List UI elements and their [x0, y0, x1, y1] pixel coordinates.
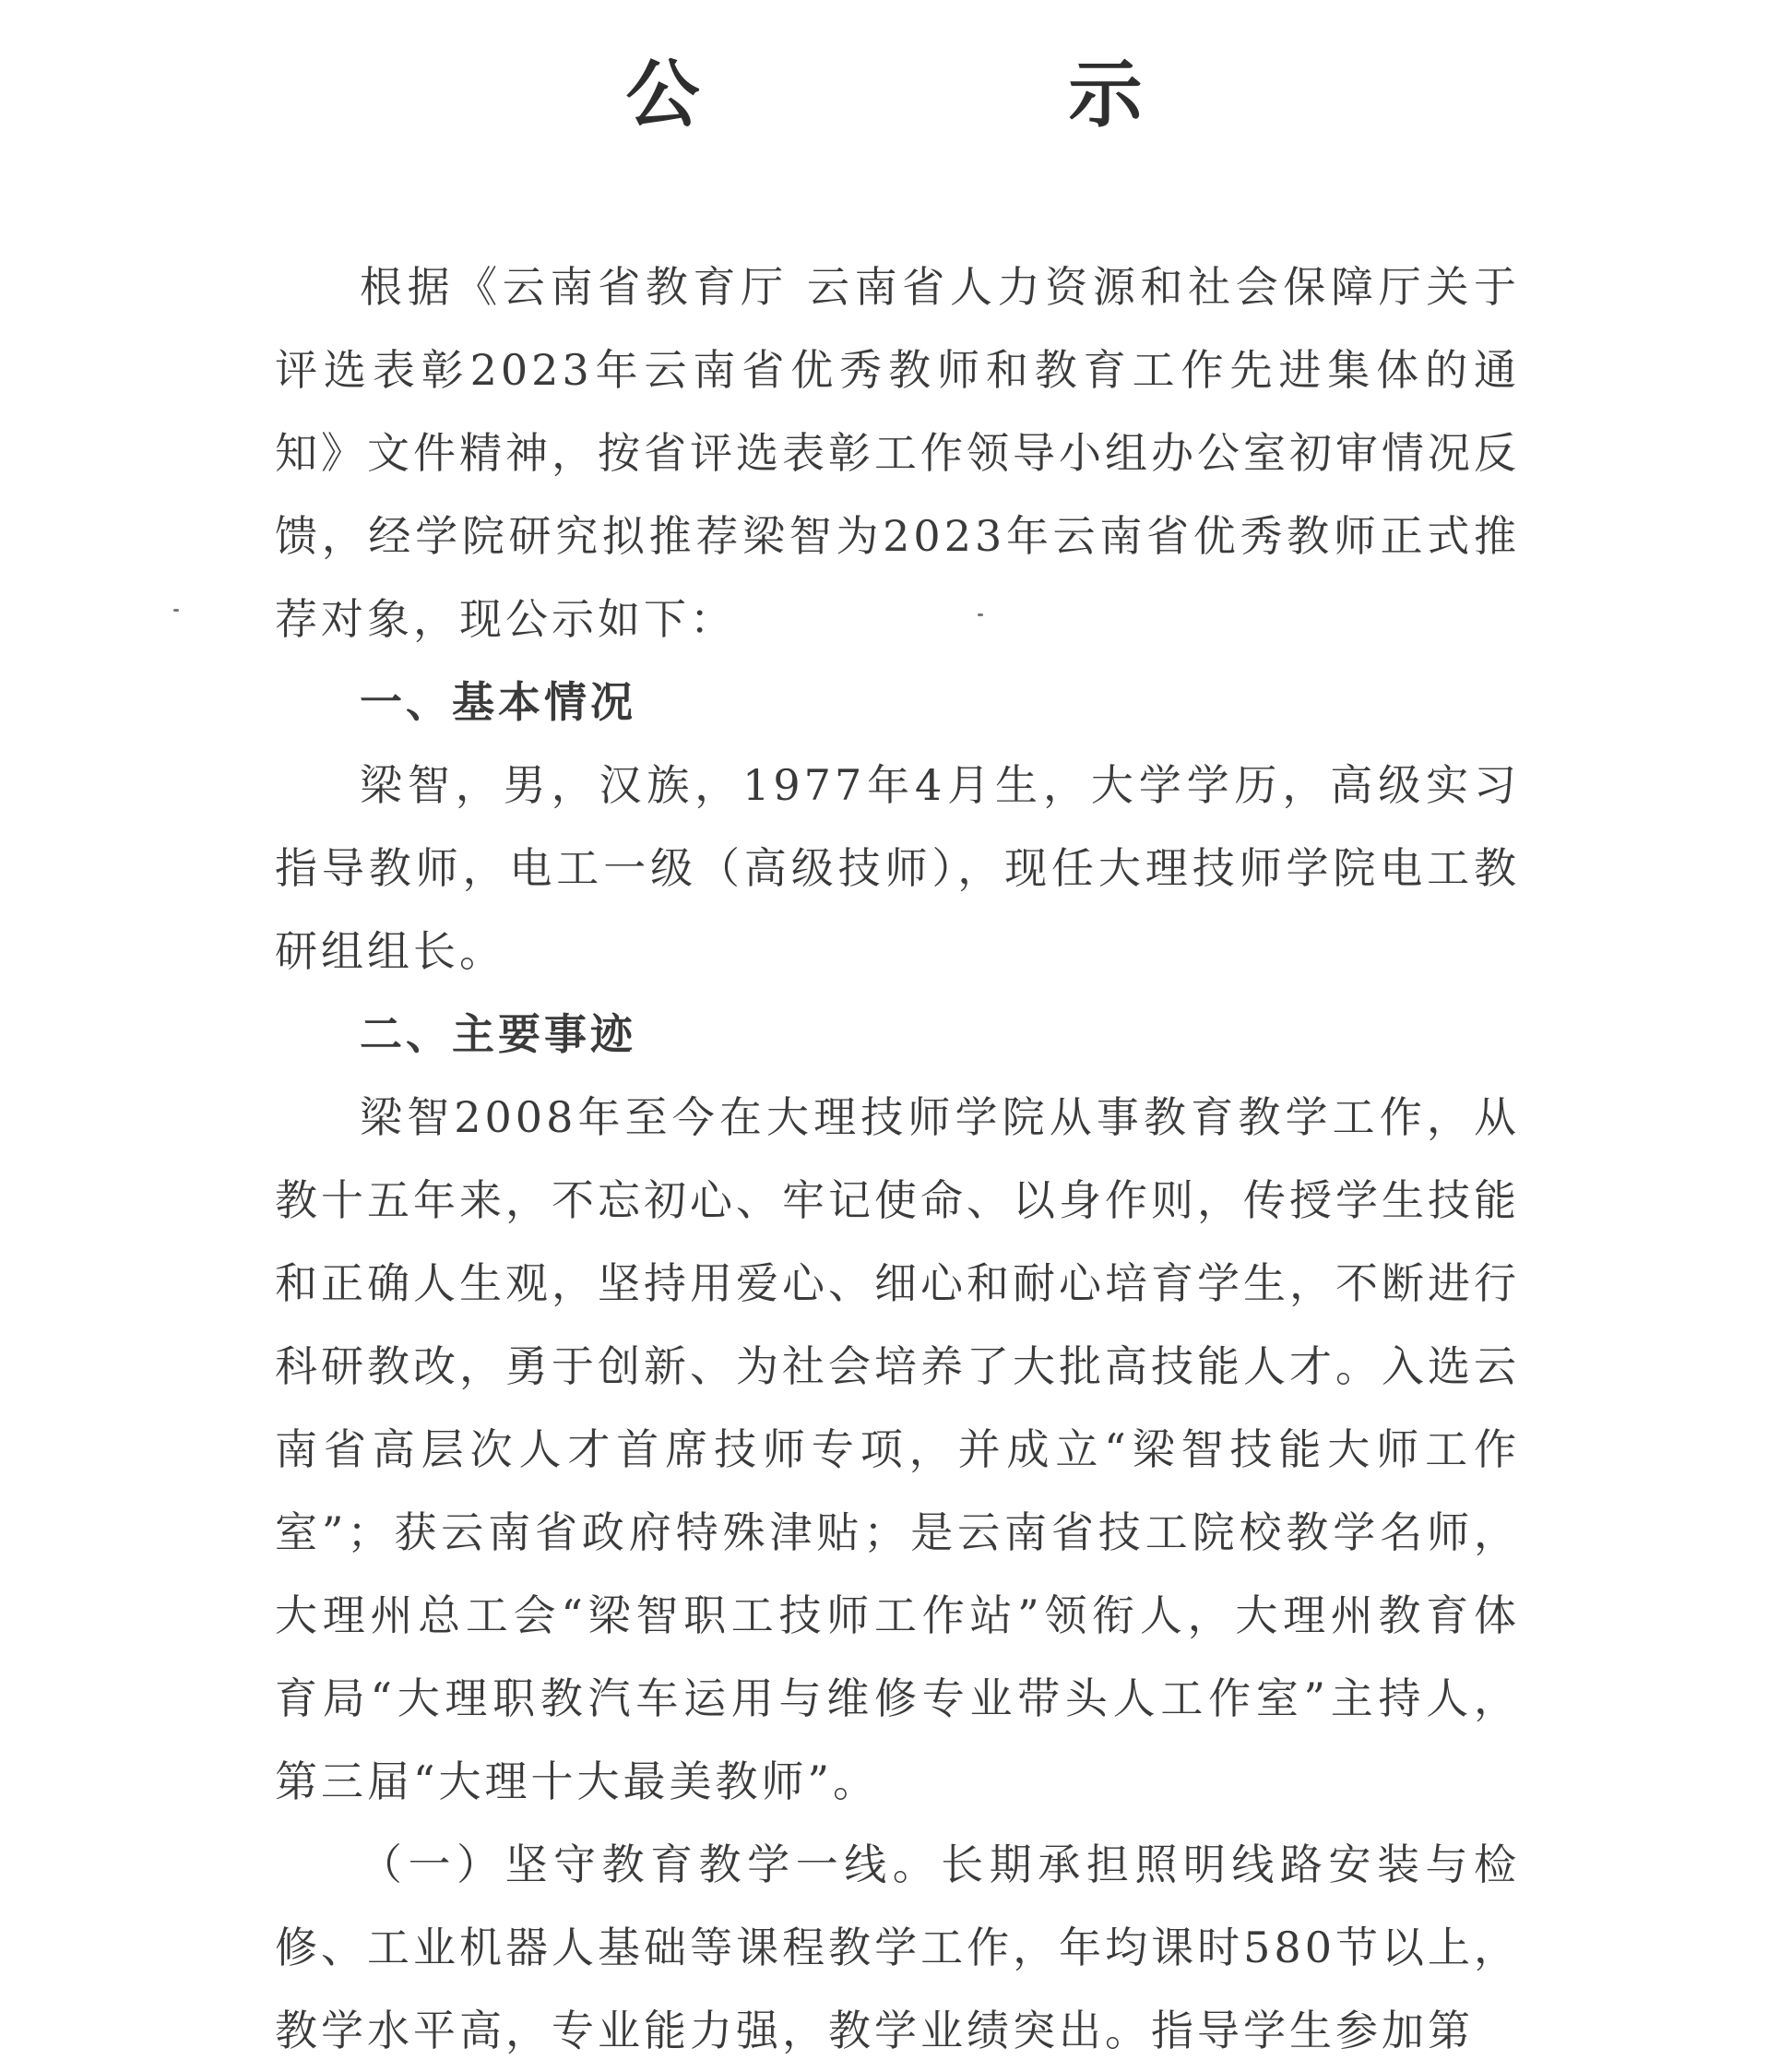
- section-heading-basic-info: 一、基本情况: [360, 677, 636, 727]
- document-title: 公 示: [625, 52, 1290, 137]
- section-heading-main-deeds: 二、主要事迹: [360, 1009, 636, 1059]
- intro-paragraph: 根据《云南省教育厅 云南省人力资源和社会保障厅关于评选表彰2023年云南省优秀教师和教育工作先进集体的通知》文件精神，按省评选表彰工作领导小组办公室初审情况反馈，经学院研究拟推荐梁智为2023年云南省优秀教师正式推荐对象，现公示如下：: [275, 262, 1520, 644]
- subsection-teaching-paragraph: （一）坚守教育教学一线。长期承担照明线路安装与检修、工业机器人基础等课程教学工作，年均课时580节以上，教学水平高，专业能力强，教学业绩突出。指导学生参加第: [275, 1840, 1520, 2055]
- main-deeds-paragraph: 梁智2008年至今在大理技师学院从事教育教学工作，从教十五年来，不忘初心、牢记使命、以身作则，传授学生技能和正确人生观，坚持用爱心、细心和耐心培育学生，不断进行科研教改，勇于创新、为社会培养了大批高技能人才。入选云南省高层次人才首席技师专项，并成立“梁智技能大师工作室”；获云南省政府特殊津贴；是云南省技工院校教学名师，大理州总工会“梁智职工技师工作站”领衔人，大理州教育体育局“大理职教汽车运用与维修专业带头人工作室”主持人，第三届“大理十大最美教师”。: [275, 1092, 1520, 1806]
- basic-info-paragraph: 梁智，男，汉族，1977年4月生，大学学历，高级实习指导教师，电工一级（高级技师），现任大理技师学院电工教研组组长。: [275, 760, 1520, 976]
- document-body: [275, 245, 1520, 2072]
- scan-speck: [978, 613, 983, 616]
- scan-speck: [173, 609, 179, 612]
